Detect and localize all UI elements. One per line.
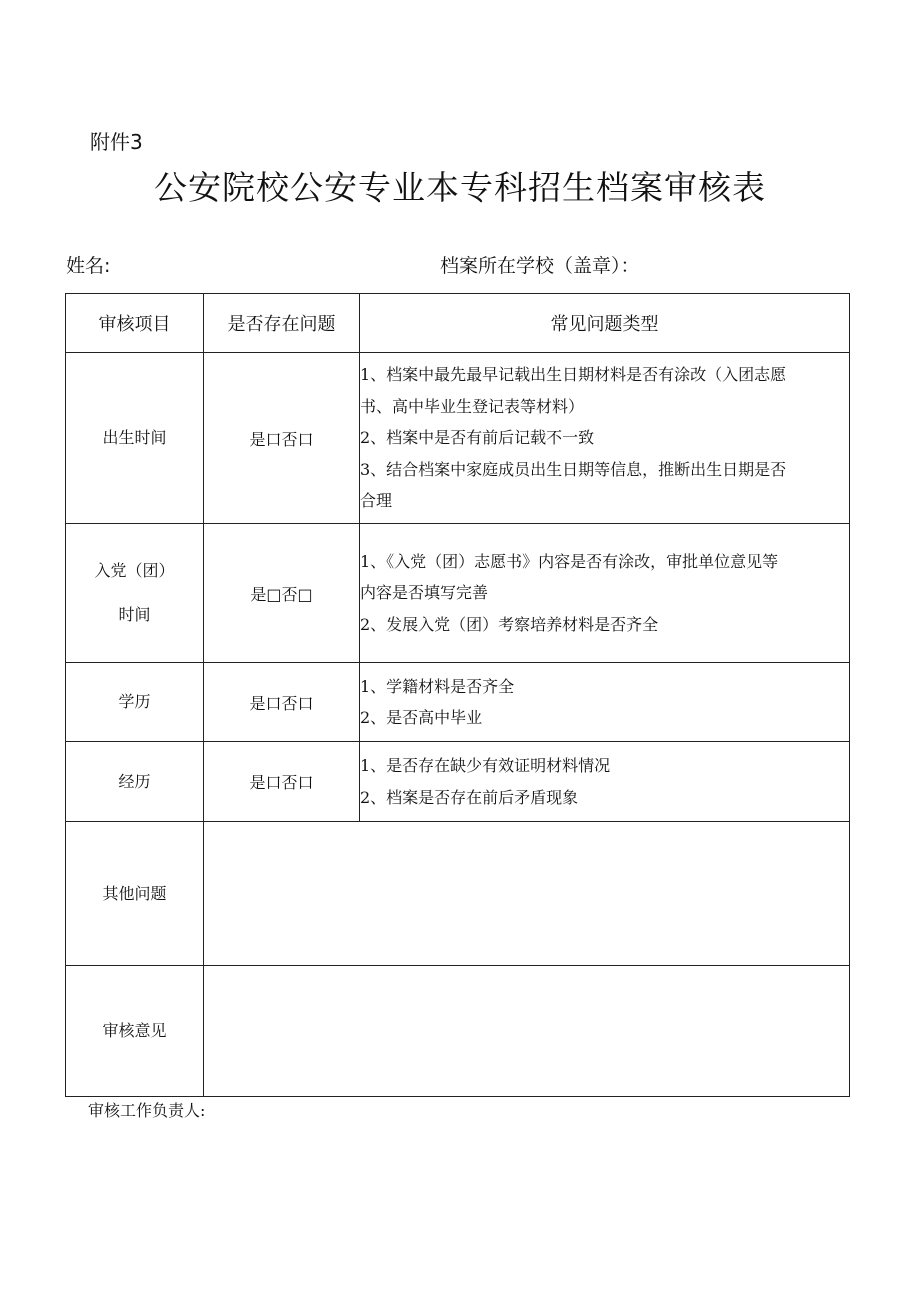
table-row xyxy=(66,966,850,1097)
yes-no-checkbox-field[interactable]: 是口否口 xyxy=(204,353,360,524)
problem-type-line: 1、是否存在缺少有效证明材料情况 xyxy=(360,756,611,775)
problem-type-line: 1、《入党（团）志愿书》内容是否有涂改，审批单位意见等 xyxy=(360,551,779,571)
name-label: 姓名: xyxy=(66,255,111,277)
table-row xyxy=(66,742,850,822)
audit-item-party-join-date: 入党（团） 时间 xyxy=(66,524,204,663)
table-row xyxy=(66,822,850,966)
audit-table xyxy=(65,293,850,1097)
school-seal-label: 档案所在学校（盖章）： xyxy=(440,255,640,277)
problem-type-line: 书、高中毕业生登记表等材料） xyxy=(360,396,585,416)
audit-item-education: 学历 xyxy=(66,663,204,742)
problem-type-line: 1、学籍材料是否齐全 xyxy=(360,676,515,696)
problem-type-line: 合理 xyxy=(360,491,393,511)
problem-types xyxy=(360,742,850,822)
problem-type-line: 内容是否填写完善 xyxy=(360,583,489,603)
problem-type-line: 2、档案是否存在前后矛盾现象 xyxy=(360,787,579,807)
audit-item-birth-date: 出生时间 xyxy=(66,353,204,524)
page-title: 公安院校公安专业本专科招生档案审核表 xyxy=(154,168,766,207)
table-row xyxy=(66,663,850,742)
attachment-label: 附件3 xyxy=(90,130,143,154)
problem-type-line: 2、档案中是否有前后记载不一致 xyxy=(360,428,595,448)
table-row xyxy=(66,524,850,663)
problem-types xyxy=(360,353,850,524)
yes-no-checkbox-field[interactable]: 是口否口 xyxy=(204,742,360,822)
problem-type-line: 1、档案中最先最早记载出生日期材料是否有涂改（入团志愿 xyxy=(360,365,787,385)
table-header-row xyxy=(66,294,850,353)
audit-opinion-field[interactable] xyxy=(204,966,850,1097)
problem-types xyxy=(360,524,850,663)
audit-item-experience: 经历 xyxy=(66,742,204,822)
problem-types xyxy=(360,663,850,742)
yes-no-checkbox-field[interactable]: 是□否□ xyxy=(204,524,360,663)
other-problems-field[interactable] xyxy=(204,822,850,966)
header-audit-item: 审核项目 xyxy=(66,294,204,353)
yes-no-checkbox-field[interactable]: 是口否口 xyxy=(204,663,360,742)
problem-type-line: 2、是否高中毕业 xyxy=(360,708,483,727)
other-problems-label: 其他问题 xyxy=(66,822,204,966)
header-problem-types: 常见问题类型 xyxy=(360,294,850,353)
problem-type-line: 3、结合档案中家庭成员出生日期等信息，推断出生日期是否 xyxy=(360,459,787,479)
table-row xyxy=(66,353,850,524)
signer-label: 审核工作负责人: xyxy=(88,1101,206,1120)
problem-type-line: 2、发展入党（团）考察培养材料是否齐全 xyxy=(360,614,659,634)
audit-opinion-label: 审核意见 xyxy=(66,966,204,1097)
header-has-problem: 是否存在问题 xyxy=(204,294,360,353)
